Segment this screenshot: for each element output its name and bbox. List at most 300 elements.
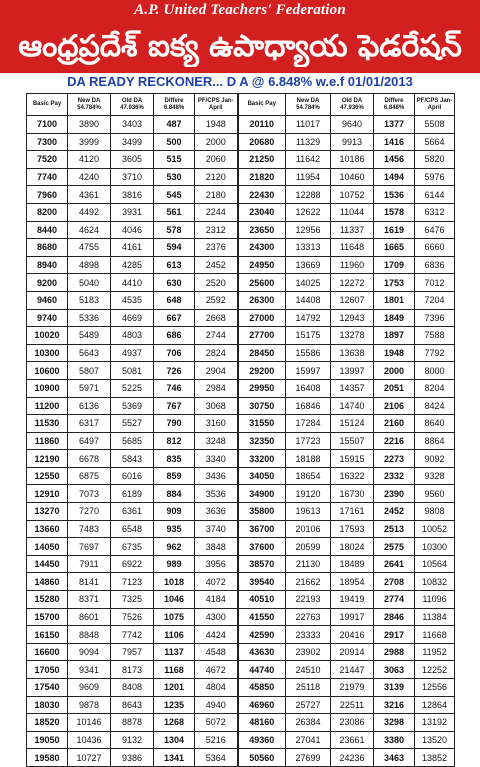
table-row xyxy=(27,714,455,732)
table-cell: 14050 xyxy=(27,538,68,556)
table-cell: 3740 xyxy=(195,520,238,538)
table-cell: 3999 xyxy=(68,133,111,151)
table-cell: 24236 xyxy=(331,749,374,767)
table-cell: 7073 xyxy=(68,485,111,503)
table-cell: 2452 xyxy=(195,256,238,274)
table-cell: 44740 xyxy=(238,661,286,679)
table-cell: 18489 xyxy=(331,555,374,573)
table-cell: 8204 xyxy=(415,379,455,397)
table-cell: 1106 xyxy=(154,626,195,644)
table-cell: 5527 xyxy=(111,415,154,433)
table-cell: 2708 xyxy=(374,573,415,591)
table-row xyxy=(27,749,455,767)
table-cell: 7300 xyxy=(27,133,68,151)
table-cell: 9341 xyxy=(68,661,111,679)
table-cell: 16600 xyxy=(27,643,68,661)
table-cell: 18030 xyxy=(27,696,68,714)
table-cell: 16150 xyxy=(27,626,68,644)
table-cell: 8940 xyxy=(27,256,68,274)
table-cell: 8680 xyxy=(27,239,68,257)
table-cell: 9640 xyxy=(331,116,374,134)
table-cell: 10436 xyxy=(68,731,111,749)
table-cell: 13192 xyxy=(415,714,455,732)
table-cell: 13997 xyxy=(331,362,374,380)
table-cell: 9878 xyxy=(68,696,111,714)
table-cell: 41550 xyxy=(238,608,286,626)
table-cell: 25118 xyxy=(286,679,331,697)
table-cell: 13660 xyxy=(27,520,68,538)
table-cell: 48160 xyxy=(238,714,286,732)
table-cell: 3816 xyxy=(111,186,154,204)
table-row xyxy=(27,274,455,292)
table-cell: 6836 xyxy=(415,256,455,274)
table-cell: 1753 xyxy=(374,274,415,292)
table-cell: 21250 xyxy=(238,151,286,169)
table-cell: 27699 xyxy=(286,749,331,767)
table-cell: 594 xyxy=(154,239,195,257)
table-cell: 10752 xyxy=(331,186,374,204)
table-cell: 2452 xyxy=(374,503,415,521)
table-cell: 2846 xyxy=(374,608,415,626)
table-cell: 2917 xyxy=(374,626,415,644)
column-header: Old DA 47.936% xyxy=(111,94,154,116)
table-cell: 23661 xyxy=(331,731,374,749)
table-cell: 21979 xyxy=(331,679,374,697)
table-cell: 9808 xyxy=(415,503,455,521)
table-cell: 3068 xyxy=(195,397,238,415)
table-row xyxy=(27,344,455,362)
table-row xyxy=(27,661,455,679)
table-cell: 18024 xyxy=(331,538,374,556)
table-cell: 4804 xyxy=(195,679,238,697)
table-cell: 20914 xyxy=(331,643,374,661)
column-header: PF/CPS Jan-April xyxy=(415,94,455,116)
table-cell: 2051 xyxy=(374,379,415,397)
table-cell: 1665 xyxy=(374,239,415,257)
table-cell: 14860 xyxy=(27,573,68,591)
table-cell: 487 xyxy=(154,116,195,134)
table-cell: 8440 xyxy=(27,221,68,239)
table-cell: 2216 xyxy=(374,432,415,450)
table-cell: 1948 xyxy=(195,116,238,134)
table-cell: 2824 xyxy=(195,344,238,362)
table-cell: 15124 xyxy=(331,415,374,433)
table-cell: 9200 xyxy=(27,274,68,292)
table-cell: 5976 xyxy=(415,168,455,186)
table-cell: 8601 xyxy=(68,608,111,626)
table-cell: 29200 xyxy=(238,362,286,380)
table-cell: 21820 xyxy=(238,168,286,186)
table-cell: 2390 xyxy=(374,485,415,503)
table-cell: 15507 xyxy=(331,432,374,450)
table-cell: 2180 xyxy=(195,186,238,204)
table-cell: 4898 xyxy=(68,256,111,274)
table-body xyxy=(27,116,455,767)
table-row xyxy=(27,591,455,609)
table-cell: 3298 xyxy=(374,714,415,732)
table-cell: 14025 xyxy=(286,274,331,292)
table-row xyxy=(27,151,455,169)
table-cell: 3380 xyxy=(374,731,415,749)
table-row xyxy=(27,450,455,468)
table-cell: 530 xyxy=(154,168,195,186)
table-cell: 11337 xyxy=(331,221,374,239)
table-cell: 7123 xyxy=(111,573,154,591)
table-cell: 26384 xyxy=(286,714,331,732)
table-cell: 17540 xyxy=(27,679,68,697)
table-cell: 14450 xyxy=(27,555,68,573)
table-cell: 1075 xyxy=(154,608,195,626)
table-cell: 2520 xyxy=(195,274,238,292)
table-cell: 2332 xyxy=(374,467,415,485)
table-cell: 4535 xyxy=(111,291,154,309)
header-title-telugu: ఆంధ్రప్రదేశ్ ఐక్య ఉపాధ్యాయ ఫెడరేషన్ xyxy=(18,29,462,64)
table-cell: 15997 xyxy=(286,362,331,380)
table-cell: 12956 xyxy=(286,221,331,239)
table-cell: 1268 xyxy=(154,714,195,732)
table-cell: 2160 xyxy=(374,415,415,433)
table-cell: 7483 xyxy=(68,520,111,538)
table-cell: 30750 xyxy=(238,397,286,415)
table-cell: 4937 xyxy=(111,344,154,362)
table-cell: 2513 xyxy=(374,520,415,538)
table-row xyxy=(27,221,455,239)
table-cell: 4046 xyxy=(111,221,154,239)
table-cell: 561 xyxy=(154,203,195,221)
table-cell: 3536 xyxy=(195,485,238,503)
table-cell: 613 xyxy=(154,256,195,274)
table-cell: 3063 xyxy=(374,661,415,679)
table-cell: 630 xyxy=(154,274,195,292)
table-cell: 24300 xyxy=(238,239,286,257)
table-cell: 13520 xyxy=(415,731,455,749)
table-cell: 25727 xyxy=(286,696,331,714)
column-header: New DA 54.784% xyxy=(68,94,111,116)
table-cell: 11384 xyxy=(415,608,455,626)
table-cell: 35800 xyxy=(238,503,286,521)
table-cell: 21447 xyxy=(331,661,374,679)
table-cell: 3499 xyxy=(111,133,154,151)
table-cell: 12550 xyxy=(27,467,68,485)
table-cell: 7012 xyxy=(415,274,455,292)
table-cell: 3436 xyxy=(195,467,238,485)
table-cell: 4184 xyxy=(195,591,238,609)
table-cell: 2774 xyxy=(374,591,415,609)
table-cell: 22430 xyxy=(238,186,286,204)
table-cell: 2641 xyxy=(374,555,415,573)
table-cell: 4548 xyxy=(195,643,238,661)
table-cell: 2244 xyxy=(195,203,238,221)
table-cell: 1709 xyxy=(374,256,415,274)
table-cell: 5664 xyxy=(415,133,455,151)
table-cell: 1456 xyxy=(374,151,415,169)
table-cell: 18654 xyxy=(286,467,331,485)
table-cell: 6735 xyxy=(111,538,154,556)
table-cell: 4072 xyxy=(195,573,238,591)
table-cell: 26300 xyxy=(238,291,286,309)
table-cell: 7396 xyxy=(415,309,455,327)
table-cell: 3890 xyxy=(68,116,111,134)
table-cell: 15700 xyxy=(27,608,68,626)
table-cell: 2575 xyxy=(374,538,415,556)
table-cell: 3139 xyxy=(374,679,415,697)
table-cell: 2106 xyxy=(374,397,415,415)
table-cell: 5336 xyxy=(68,309,111,327)
table-cell: 7204 xyxy=(415,291,455,309)
table-row xyxy=(27,379,455,397)
column-header: Basic Pay xyxy=(27,94,68,116)
table-cell: 2000 xyxy=(195,133,238,151)
table-cell: 20110 xyxy=(238,116,286,134)
table-cell: 16408 xyxy=(286,379,331,397)
table-cell: 2060 xyxy=(195,151,238,169)
table-row xyxy=(27,327,455,345)
table-cell: 7911 xyxy=(68,555,111,573)
table-cell: 9913 xyxy=(331,133,374,151)
table-cell: 989 xyxy=(154,555,195,573)
table-row xyxy=(27,432,455,450)
table-cell: 7957 xyxy=(111,643,154,661)
table-cell: 13270 xyxy=(27,503,68,521)
table-cell: 8200 xyxy=(27,203,68,221)
table-cell: 5183 xyxy=(68,291,111,309)
table-cell: 5643 xyxy=(68,344,111,362)
table-cell: 2376 xyxy=(195,239,238,257)
table-cell: 1897 xyxy=(374,327,415,345)
table-cell: 5508 xyxy=(415,116,455,134)
table-cell: 18954 xyxy=(331,573,374,591)
table-cell: 726 xyxy=(154,362,195,380)
table-cell: 6548 xyxy=(111,520,154,538)
table-row xyxy=(27,731,455,749)
table-cell: 38570 xyxy=(238,555,286,573)
table-cell: 1416 xyxy=(374,133,415,151)
table-cell: 7526 xyxy=(111,608,154,626)
table-cell: 40510 xyxy=(238,591,286,609)
table-cell: 1201 xyxy=(154,679,195,697)
table-cell: 6361 xyxy=(111,503,154,521)
table-cell: 962 xyxy=(154,538,195,556)
table-cell: 5685 xyxy=(111,432,154,450)
table-cell: 49360 xyxy=(238,731,286,749)
table-cell: 11044 xyxy=(331,203,374,221)
table-cell: 7588 xyxy=(415,327,455,345)
table-cell: 1341 xyxy=(154,749,195,767)
table-cell: 9092 xyxy=(415,450,455,468)
table-cell: 1948 xyxy=(374,344,415,362)
table-cell: 22193 xyxy=(286,591,331,609)
table-cell: 10832 xyxy=(415,573,455,591)
table-cell: 2592 xyxy=(195,291,238,309)
table-cell: 767 xyxy=(154,397,195,415)
table-cell: 20106 xyxy=(286,520,331,538)
table-cell: 12622 xyxy=(286,203,331,221)
table-cell: 10600 xyxy=(27,362,68,380)
table-cell: 515 xyxy=(154,151,195,169)
table-cell: 3216 xyxy=(374,696,415,714)
table-cell: 15586 xyxy=(286,344,331,362)
table-cell: 10146 xyxy=(68,714,111,732)
table-cell: 4803 xyxy=(111,327,154,345)
table-row xyxy=(27,573,455,591)
table-row xyxy=(27,168,455,186)
table-cell: 32350 xyxy=(238,432,286,450)
table-cell: 6678 xyxy=(68,450,111,468)
table-cell: 6922 xyxy=(111,555,154,573)
table-cell: 25600 xyxy=(238,274,286,292)
table-cell: 4361 xyxy=(68,186,111,204)
table-cell: 27000 xyxy=(238,309,286,327)
table-cell: 7792 xyxy=(415,344,455,362)
table-cell: 1494 xyxy=(374,168,415,186)
table-cell: 3848 xyxy=(195,538,238,556)
table-cell: 3710 xyxy=(111,168,154,186)
table-cell: 5225 xyxy=(111,379,154,397)
table-cell: 2273 xyxy=(374,450,415,468)
table-cell: 5807 xyxy=(68,362,111,380)
table-cell: 8848 xyxy=(68,626,111,644)
table-cell: 11860 xyxy=(27,432,68,450)
table-cell: 11530 xyxy=(27,415,68,433)
table-cell: 18520 xyxy=(27,714,68,732)
table-cell: 5216 xyxy=(195,731,238,749)
table-cell: 8408 xyxy=(111,679,154,697)
table-header-row xyxy=(27,94,455,116)
table-cell: 8000 xyxy=(415,362,455,380)
table-cell: 34050 xyxy=(238,467,286,485)
table-cell: 935 xyxy=(154,520,195,538)
table-cell: 27041 xyxy=(286,731,331,749)
table-cell: 11668 xyxy=(415,626,455,644)
table-cell: 7960 xyxy=(27,186,68,204)
table-row xyxy=(27,397,455,415)
table-cell: 8878 xyxy=(111,714,154,732)
column-header: Basic Pay xyxy=(238,94,286,116)
table-cell: 10186 xyxy=(331,151,374,169)
table-cell: 1018 xyxy=(154,573,195,591)
table-cell: 13278 xyxy=(331,327,374,345)
column-header: Old DA 47.936% xyxy=(331,94,374,116)
table-cell: 4240 xyxy=(68,168,111,186)
table-cell: 7325 xyxy=(111,591,154,609)
table-cell: 13669 xyxy=(286,256,331,274)
table-cell: 12943 xyxy=(331,309,374,327)
table-cell: 5040 xyxy=(68,274,111,292)
table-cell: 12288 xyxy=(286,186,331,204)
table-cell: 23333 xyxy=(286,626,331,644)
table-cell: 23650 xyxy=(238,221,286,239)
table-cell: 37600 xyxy=(238,538,286,556)
table-cell: 43630 xyxy=(238,643,286,661)
table-cell: 2668 xyxy=(195,309,238,327)
table-row xyxy=(27,116,455,134)
table-cell: 2988 xyxy=(374,643,415,661)
table-cell: 1578 xyxy=(374,203,415,221)
table-cell: 24950 xyxy=(238,256,286,274)
table-cell: 4669 xyxy=(111,309,154,327)
table-cell: 11329 xyxy=(286,133,331,151)
table-cell: 9094 xyxy=(68,643,111,661)
table-row xyxy=(27,503,455,521)
table-cell: 12864 xyxy=(415,696,455,714)
table-cell: 34900 xyxy=(238,485,286,503)
table-cell: 17284 xyxy=(286,415,331,433)
table-cell: 14792 xyxy=(286,309,331,327)
table-cell: 5081 xyxy=(111,362,154,380)
table-cell: 19613 xyxy=(286,503,331,521)
table-cell: 3340 xyxy=(195,450,238,468)
table-cell: 5843 xyxy=(111,450,154,468)
table-cell: 11642 xyxy=(286,151,331,169)
table-cell: 10300 xyxy=(415,538,455,556)
table-cell: 16846 xyxy=(286,397,331,415)
table-cell: 909 xyxy=(154,503,195,521)
table-cell: 7100 xyxy=(27,116,68,134)
table-cell: 12190 xyxy=(27,450,68,468)
table-cell: 1536 xyxy=(374,186,415,204)
table-cell: 15280 xyxy=(27,591,68,609)
table-cell: 667 xyxy=(154,309,195,327)
table-cell: 27700 xyxy=(238,327,286,345)
table-cell: 13313 xyxy=(286,239,331,257)
table-row xyxy=(27,203,455,221)
table-cell: 23040 xyxy=(238,203,286,221)
da-reckoner-table xyxy=(26,93,455,767)
table-cell: 4120 xyxy=(68,151,111,169)
table-row xyxy=(27,538,455,556)
table-row xyxy=(27,696,455,714)
table-cell: 6312 xyxy=(415,203,455,221)
table-cell: 2000 xyxy=(374,362,415,380)
table-cell: 18188 xyxy=(286,450,331,468)
table-row xyxy=(27,239,455,257)
table-cell: 17050 xyxy=(27,661,68,679)
table-cell: 7270 xyxy=(68,503,111,521)
table-row xyxy=(27,520,455,538)
table-cell: 17161 xyxy=(331,503,374,521)
table-cell: 23902 xyxy=(286,643,331,661)
table-cell: 6136 xyxy=(68,397,111,415)
table-cell: 12910 xyxy=(27,485,68,503)
table-row xyxy=(27,626,455,644)
table-cell: 10300 xyxy=(27,344,68,362)
table-cell: 6016 xyxy=(111,467,154,485)
table-cell: 5072 xyxy=(195,714,238,732)
table-cell: 3931 xyxy=(111,203,154,221)
table-cell: 10020 xyxy=(27,327,68,345)
table-cell: 5971 xyxy=(68,379,111,397)
table-cell: 6660 xyxy=(415,239,455,257)
table-cell: 4285 xyxy=(111,256,154,274)
table-cell: 3605 xyxy=(111,151,154,169)
table-cell: 8643 xyxy=(111,696,154,714)
table-cell: 7520 xyxy=(27,151,68,169)
table-cell: 4424 xyxy=(195,626,238,644)
table-cell: 9740 xyxy=(27,309,68,327)
table-cell: 22763 xyxy=(286,608,331,626)
table-cell: 4672 xyxy=(195,661,238,679)
table-cell: 859 xyxy=(154,467,195,485)
table-cell: 17723 xyxy=(286,432,331,450)
table-row xyxy=(27,291,455,309)
table-cell: 8141 xyxy=(68,573,111,591)
table-cell: 39540 xyxy=(238,573,286,591)
table-cell: 6875 xyxy=(68,467,111,485)
table-cell: 15175 xyxy=(286,327,331,345)
table-subtitle: DA READY RECKONER... D A @ 6.848% w.e.f 01/01/2013 xyxy=(67,74,413,89)
table-row xyxy=(27,555,455,573)
table-cell: 2312 xyxy=(195,221,238,239)
